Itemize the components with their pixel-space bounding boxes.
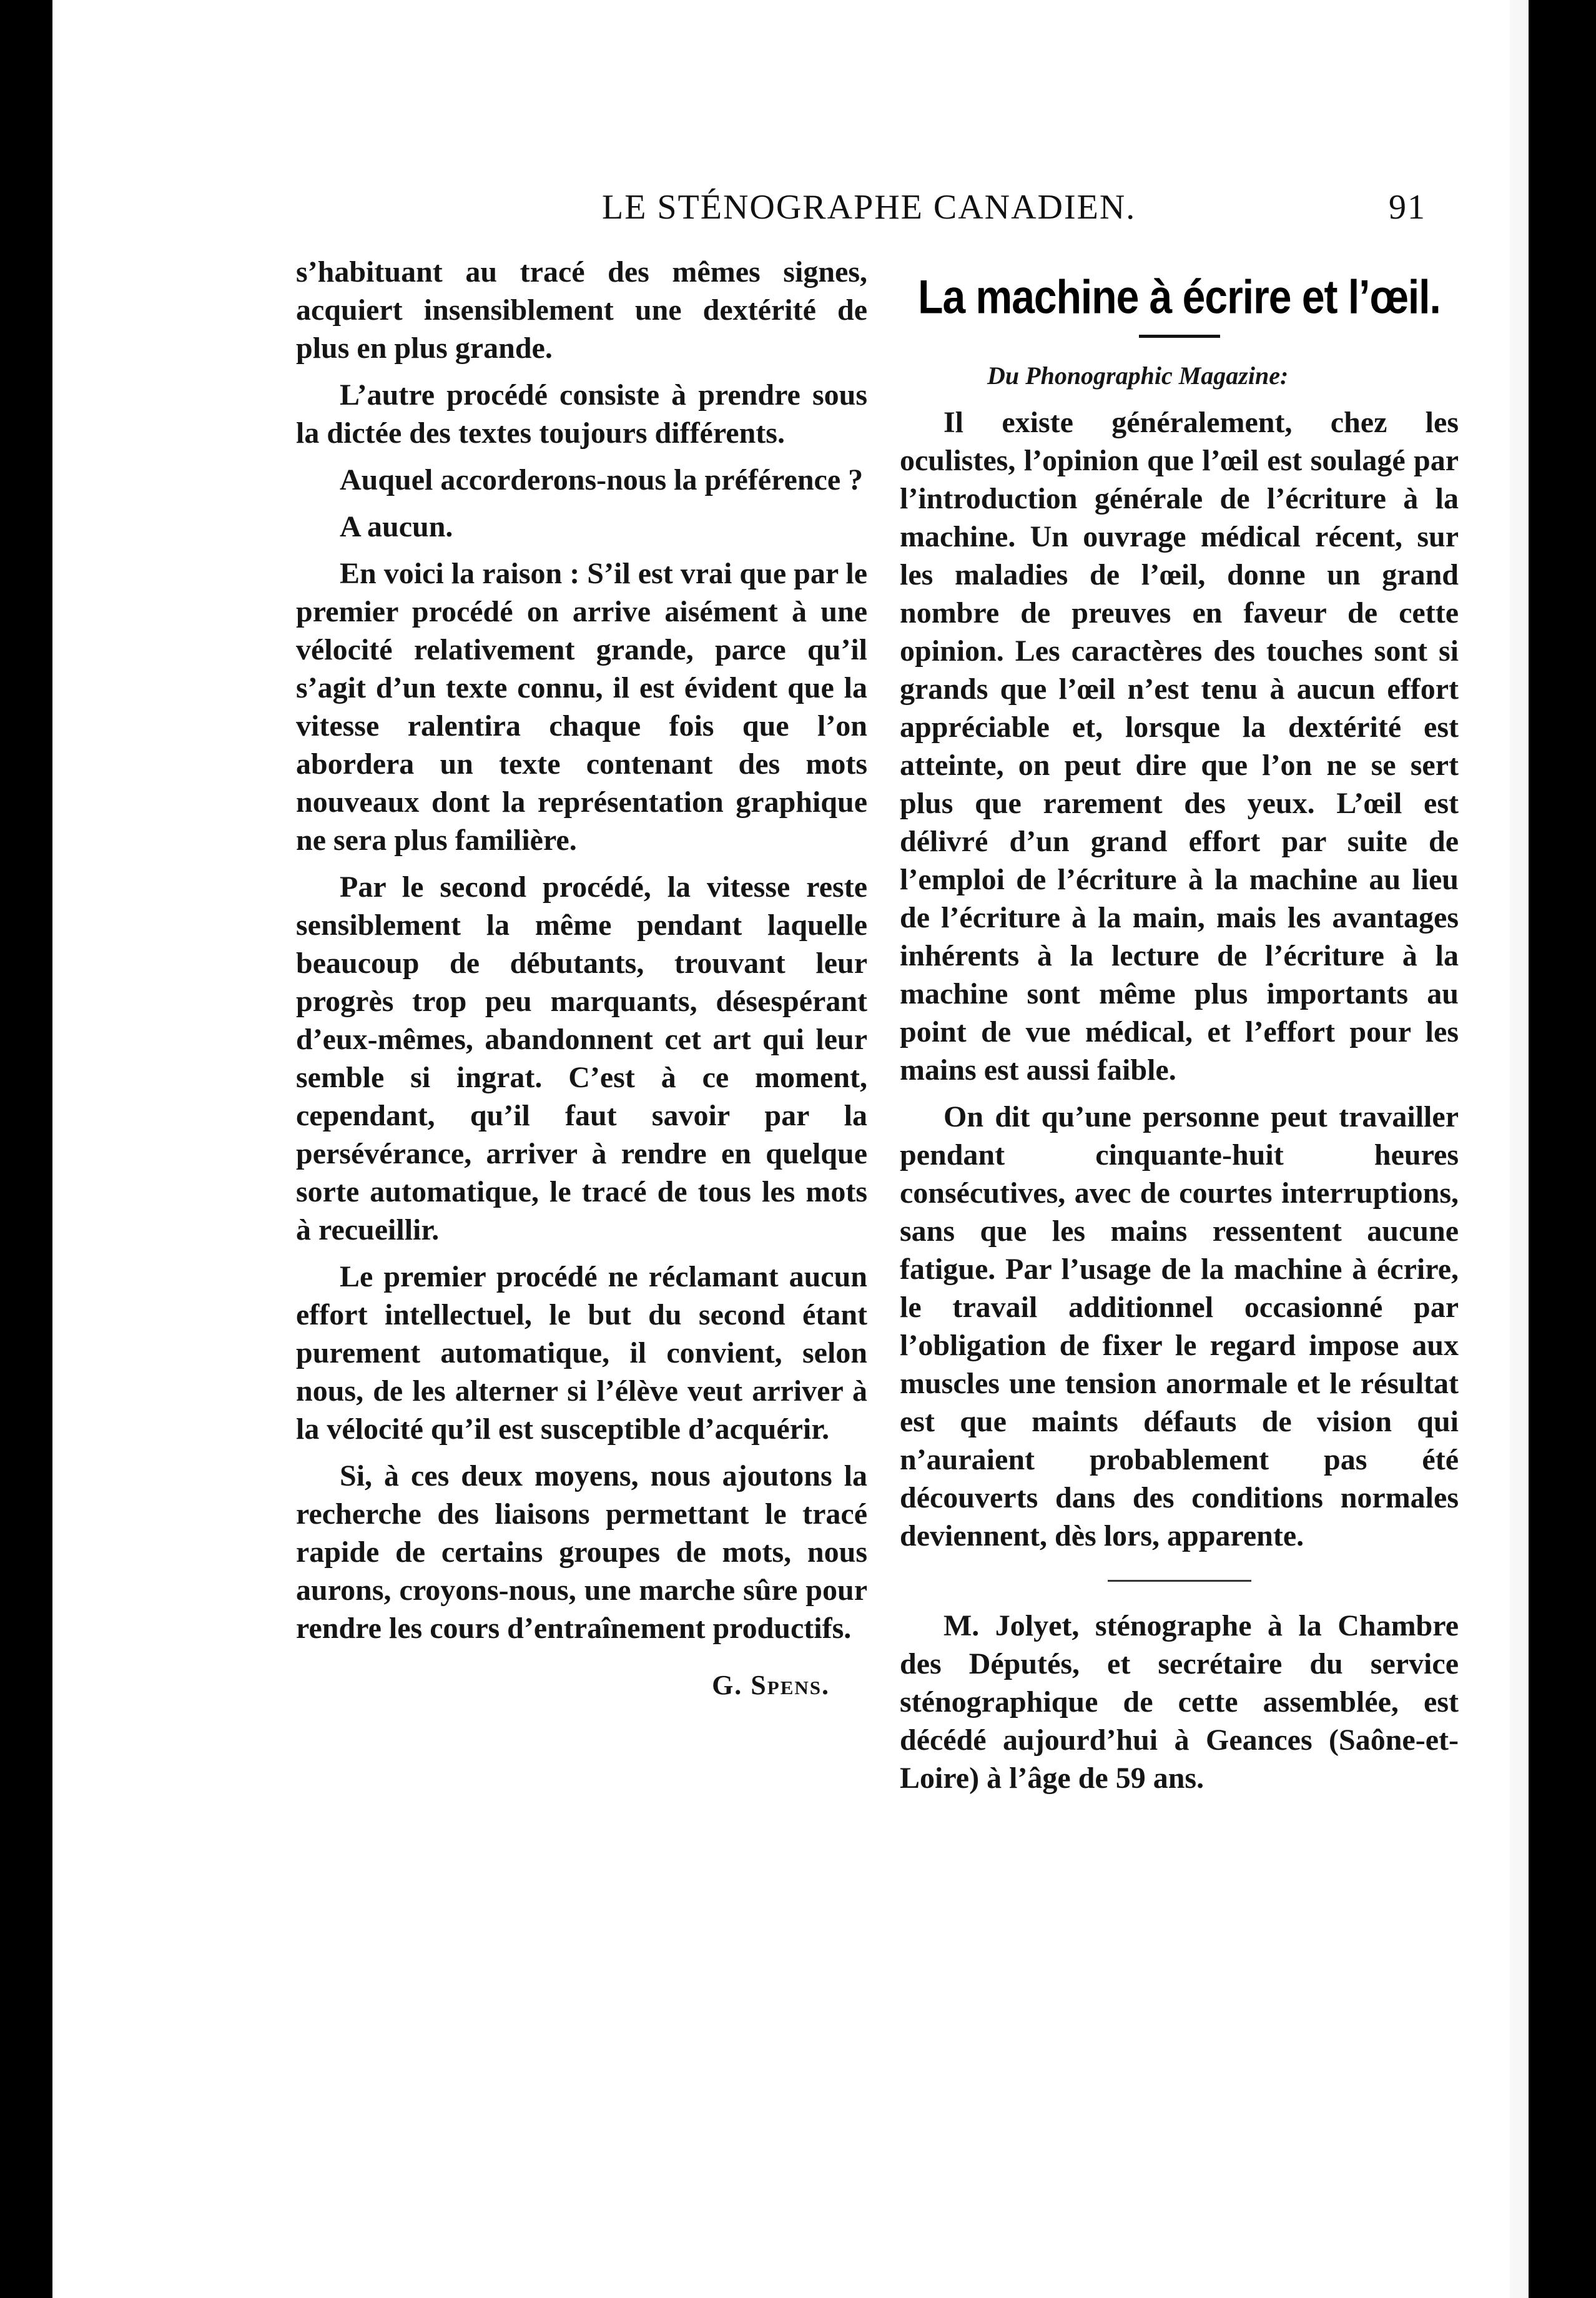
paragraph: s’habituant au tracé des mêmes signes, acquiert insensiblement une dextérité de plus en plus grande.	[296, 255, 867, 365]
journal-title: LE STÉNOGRAPHE CANADIEN.	[602, 188, 1136, 227]
paragraph: A aucun.	[340, 510, 453, 543]
paragraph: Auquel accorderons-nous la préférence ?	[340, 463, 864, 496]
section-divider	[1108, 1580, 1251, 1582]
paragraph: Par le second procédé, la vitesse reste sensiblement la même pendant laquelle beaucoup de débutants, trouvant leur progrès trop peu marquants, désespérant d’eux-mêmes, abandonnent cet art qui leur semble si ingrat. C’est à ce moment, cependant, qu’il faut savoir par la persévérance, arriver à rendre en quelque sorte automatique, le tracé de tous les mots à recueillir.	[296, 870, 867, 1246]
running-header	[602, 187, 1426, 227]
left-column	[296, 253, 867, 1704]
title-rule	[1139, 335, 1220, 338]
right-column	[900, 253, 1459, 1806]
paragraph: Le premier procédé ne réclamant aucun effort intellectuel, le but du second étant purement automatique, il convient, selon nous, de les alterner si l’élève veut arriver à la vélocité qu’il est susceptible d’acquérir.	[296, 1260, 867, 1446]
article-source: Du Phonographic Magazine:	[987, 362, 1289, 390]
paragraph: En voici la raison : S’il est vrai que par le premier procédé on arrive aisément à une vélocité relativement grande, parce qu’il s’agit d’un texte connu, il est évident que la vitesse ralentira chaque fois que l’on abordera un texte contenant des mots nouveaux dont la représentation graphique ne sera plus familière.	[296, 557, 867, 857]
page-number: 91	[1389, 188, 1426, 227]
paragraph: Si, à ces deux moyens, nous ajoutons la recherche des liaisons permettant le tracé rapide de certains groupes de mots, nous aurons, croyons-nous, une marche sûre pour rendre les cours d’entraînement productifs.	[296, 1459, 867, 1645]
paragraph: Il existe généralement, chez les oculistes, l’opinion que l’œil est soulagé par l’introduction générale de l’écriture à la machine. Un ouvrage médical récent, sur les maladies de l’œil, donne un grand nombre de preuves en faveur de cette opinion. Les caractères des touches sont si grands que l’œil n’est tenu à aucun effort appréciable et, lorsque la dextérité est atteinte, on peut dire que l’on ne se sert plus que rarement des yeux. L’œil est délivré d’un grand effort par suite de l’emploi de l’écriture à la machine au lieu de l’écriture à la main, mais les avantages inhérents à la lecture de l’écriture à la machine sont même plus importants au point de vue médical, et l’effort pour les mains est aussi faible.	[900, 406, 1459, 1087]
author-signature: G. Spens.	[712, 1670, 830, 1700]
paragraph: M. Jolyet, sténographe à la Chambre des Députés, et secrétaire du service sténographique de cette assemblée, est décédé aujourd’hui à Geances (Saône-et-Loire) à l’âge de 59 ans.	[900, 1609, 1459, 1795]
paragraph: On dit qu’une personne peut travailler pendant cinquante-huit heures consécutives, avec de courtes interruptions, sans que les mains ressentent aucune fatigue. Par l’usage de la machine à écrire, le travail additionnel occasionné par l’obligation de fixer le regard impose aux muscles une tension anormale et le résultat est que maints défauts de vision qui n’auraient probablement pas été découverts dans des conditions normales deviennent, dès lors, apparente.	[900, 1100, 1459, 1552]
article-title: La machine à écrire et l’œil.	[918, 270, 1441, 323]
paragraph: L’autre procédé consiste à prendre sous la dictée des textes toujours différents.	[296, 378, 867, 450]
page	[52, 0, 1529, 2298]
